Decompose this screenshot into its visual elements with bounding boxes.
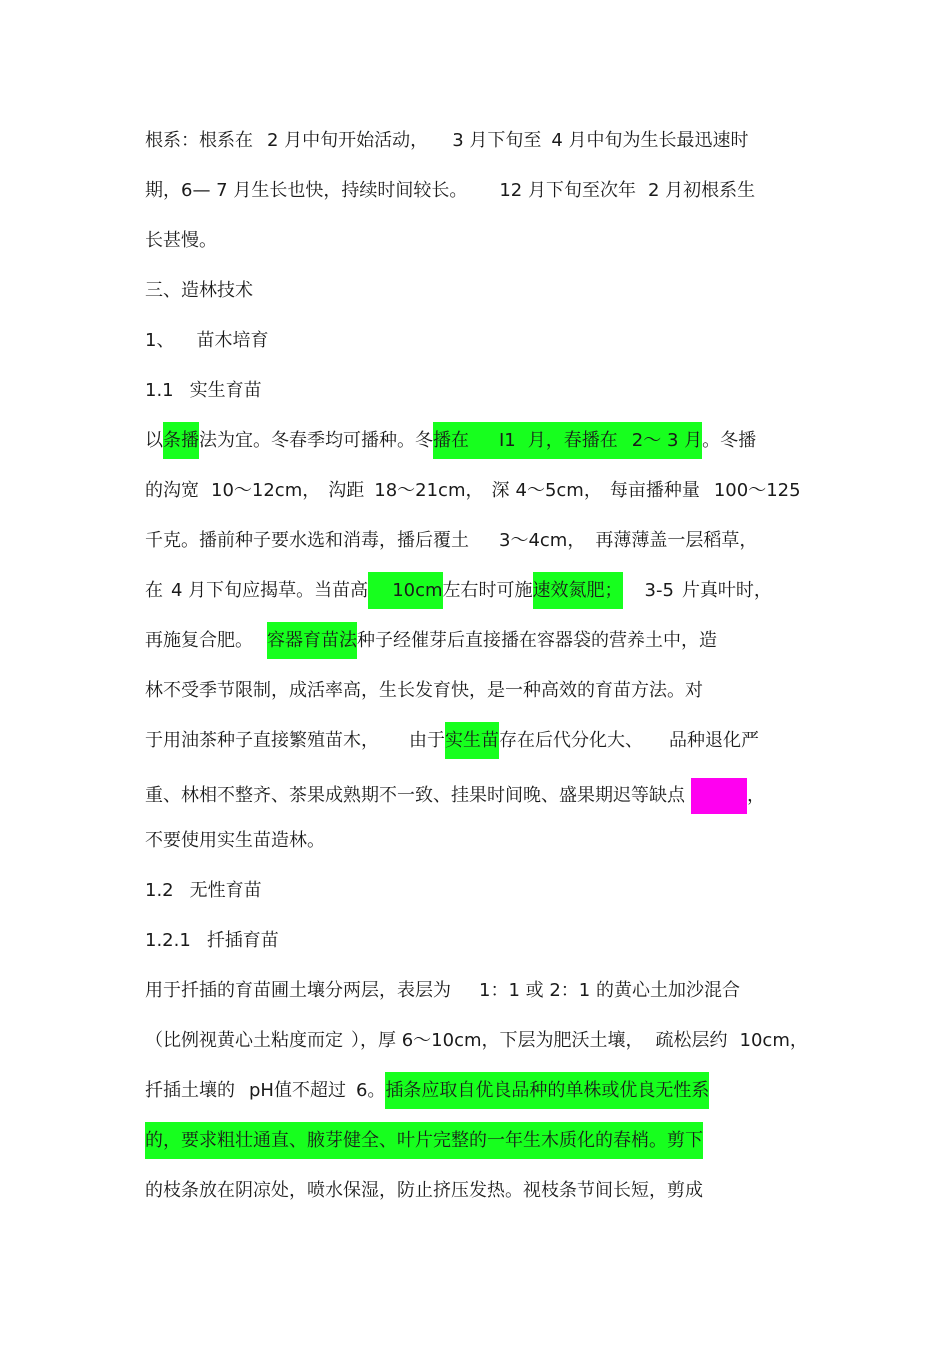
paragraph-line xyxy=(145,1128,703,1154)
text-run: 1.1 xyxy=(145,380,174,401)
text-run: 18～21cm， xyxy=(374,480,484,501)
highlighted-text: 条播 xyxy=(163,422,199,459)
paragraph-line xyxy=(145,778,765,814)
highlighted-text: I1 xyxy=(499,430,516,451)
text-run: 3-5 xyxy=(644,580,674,601)
text-run: 实生育苗 xyxy=(189,380,262,401)
text-run: 于用油茶种子直接繁殖苗木， xyxy=(145,730,379,751)
highlighted-text: 10cm xyxy=(368,572,442,609)
highlighted-text: 月，春播在 xyxy=(527,430,618,451)
text-run: 期， xyxy=(145,180,181,201)
paragraph-line xyxy=(145,828,325,854)
text-run: 的枝条放在阴凉处，喷水保湿，防止挤压发热。视枝条节间长短，剪成 xyxy=(145,1180,703,1201)
text-run: （比例视黄心土粘度而定 xyxy=(145,1030,343,1051)
paragraph-line xyxy=(145,978,740,1004)
text-run: 用于扦插的育苗圃土壤分两层，表层为 xyxy=(145,980,451,1001)
text-run: 4 月中旬为生长最迅速时 xyxy=(551,130,749,151)
text-run: 。冬播 xyxy=(702,430,757,451)
paragraph-line xyxy=(145,178,755,204)
text-run: 10cm， xyxy=(739,1030,808,1051)
paragraph-line xyxy=(145,728,759,754)
text-run: 林不受季节限制，成活率高，生长发育快，是一种高效的育苗方法。对 xyxy=(145,680,703,701)
paragraph-line xyxy=(145,428,756,454)
highlighted-text: 容器育苗法 xyxy=(267,622,357,659)
paragraph-line xyxy=(145,528,757,554)
paragraph-line xyxy=(145,1078,709,1104)
text-run: ），厚 6～10cm，下层为肥沃土壤， xyxy=(351,1030,644,1051)
text-run: 苗木培育 xyxy=(196,330,269,351)
text-run: 1.2.1 xyxy=(145,930,191,951)
text-run: 1：1 或 2：1 的黄心土加沙混合 xyxy=(479,980,740,1001)
text-run: 不要使用实生苗造林。 xyxy=(145,830,325,851)
text-run: 4～5cm， xyxy=(515,480,602,501)
section-heading xyxy=(145,278,253,304)
paragraph-line xyxy=(145,128,749,154)
text-run: 重、林相不整齐、茶果成熟期不一致、挂果时间晚、盛果期迟等缺点 xyxy=(145,785,685,806)
text-run: 深 xyxy=(491,480,510,501)
pink-highlight-marker xyxy=(691,778,747,814)
paragraph-line xyxy=(145,228,217,254)
highlighted-text: 插条应取自优良品种的单株或优良无性系 xyxy=(385,1072,709,1109)
highlighted-text: 速效氮肥； xyxy=(533,572,623,609)
highlighted-text: 实生苗 xyxy=(445,722,499,759)
text-run: 品种退化严 xyxy=(669,730,759,751)
paragraph-line xyxy=(145,1178,703,1204)
text-run: pH值不超过 xyxy=(249,1080,346,1101)
text-run: 2 月中旬开始活动， xyxy=(267,130,429,151)
text-run: 3 月下旬至 xyxy=(452,130,542,151)
text-run: 每亩播种量 xyxy=(609,480,700,501)
text-run: ， xyxy=(747,785,765,806)
text-run: 片真叶时， xyxy=(681,580,772,601)
text-run: 法为宜。冬春季均可播种。冬 xyxy=(199,430,433,451)
text-run: 种子经催芽后直接播在容器袋的营养土中，造 xyxy=(357,630,717,651)
highlighted-text: 的，要求粗壮通直、腋芽健全、叶片完整的一年生木质化的春梢。剪下 xyxy=(145,1122,703,1159)
text-run: 由于 xyxy=(409,730,445,751)
text-run: 6— 7 月生长也快，持续时间较长。 xyxy=(181,180,468,201)
text-run: 疏松层约 xyxy=(655,1030,728,1051)
text-run: 左右时可施 xyxy=(442,580,533,601)
paragraph-line xyxy=(145,1028,808,1054)
text-run: 6。 xyxy=(355,1080,386,1101)
text-run: 存在后代分化大、 xyxy=(499,730,643,751)
text-run: 千克。播前种子要水选和消毒，播后覆土 xyxy=(145,530,469,551)
text-run: 在 xyxy=(145,580,163,601)
text-run: 3～4cm， xyxy=(499,530,586,551)
subsection-heading xyxy=(145,328,268,354)
text-run: 无性育苗 xyxy=(189,880,262,901)
text-run: 沟距 xyxy=(328,480,365,501)
subsection-heading xyxy=(145,928,279,954)
text-run: 再薄薄盖一层稻草， xyxy=(595,530,758,551)
text-run: 长甚慢。 xyxy=(145,230,217,251)
subsection-heading xyxy=(145,878,262,904)
text-run: 的沟宽 xyxy=(145,480,199,501)
highlighted-span xyxy=(433,422,702,459)
highlighted-text: 播在 xyxy=(433,430,469,451)
text-run: 1、 xyxy=(145,330,175,351)
paragraph-line xyxy=(145,678,703,704)
text-run: 10～12cm， xyxy=(211,480,321,501)
subsection-heading xyxy=(145,378,262,404)
text-run: 扦插土壤的 xyxy=(145,1080,235,1101)
text-run: 根系：根系在 xyxy=(145,130,253,151)
text-run: 100～125 xyxy=(713,480,801,501)
paragraph-line xyxy=(145,478,801,504)
text-run: 12 月下旬至次年 xyxy=(499,180,636,201)
text-run: 再施复合肥。 xyxy=(145,630,253,651)
text-run: 1.2 xyxy=(145,880,174,901)
paragraph-line xyxy=(145,628,717,654)
highlighted-text: 2～ 3 月 xyxy=(631,430,703,451)
text-run: 三、造林技术 xyxy=(145,280,253,301)
paragraph-line xyxy=(145,578,772,604)
text-run: 扦插育苗 xyxy=(206,930,279,951)
text-run: 以 xyxy=(145,430,163,451)
text-run: 4 月下旬应揭草。当苗高 xyxy=(171,580,369,601)
text-run: 2 月初根系生 xyxy=(648,180,756,201)
